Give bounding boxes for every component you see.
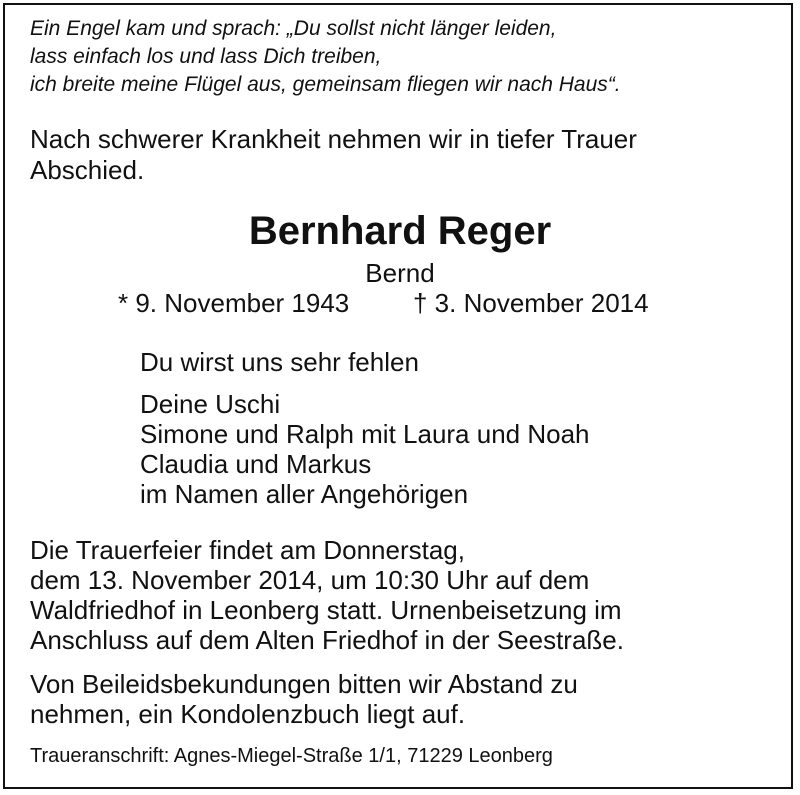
mourner-line: im Namen aller Angehörigen	[140, 479, 469, 509]
poem-line: ich breite meine Flügel aus, gemeinsam fliegen wir nach Haus“.	[30, 73, 621, 96]
poem-line: Ein Engel kam und sprach: „Du sollst nicht länger leiden,	[30, 17, 557, 40]
poem-line: lass einfach los und lass Dich treiben,	[30, 45, 382, 68]
intro-line: Nach schwerer Krankheit nehmen wir in tiefer Trauer	[30, 124, 637, 154]
mourner-line: Simone und Ralph mit Laura und Noah	[140, 419, 590, 449]
funeral-line: Waldfriedhof in Leonberg statt. Urnenbeisetzung im	[30, 595, 622, 625]
deceased-name: Bernhard Reger	[248, 209, 552, 253]
mourner-line: Deine Uschi	[140, 389, 281, 419]
condolence-line: nehmen, ein Kondolenzbuch liegt auf.	[30, 699, 466, 729]
intro-line: Abschied.	[30, 155, 145, 185]
deceased-nickname: Bernd	[365, 258, 435, 288]
death-date: † 3. November 2014	[413, 288, 649, 318]
mourning-address: Traueranschrift: Agnes-Miegel-Straße 1/1, 71229 Leonberg	[30, 745, 553, 767]
farewell-text: Du wirst uns sehr fehlen	[140, 347, 419, 377]
funeral-line: Anschluss auf dem Alten Friedhof in der Seestraße.	[30, 625, 624, 655]
mourner-line: Claudia und Markus	[140, 449, 372, 479]
funeral-line: Die Trauerfeier findet am Donnerstag,	[30, 535, 465, 565]
birth-date: * 9. November 1943	[118, 288, 350, 318]
condolence-line: Von Beileidsbekundungen bitten wir Abstand zu	[30, 669, 578, 699]
funeral-line: dem 13. November 2014, um 10:30 Uhr auf dem	[30, 565, 590, 595]
